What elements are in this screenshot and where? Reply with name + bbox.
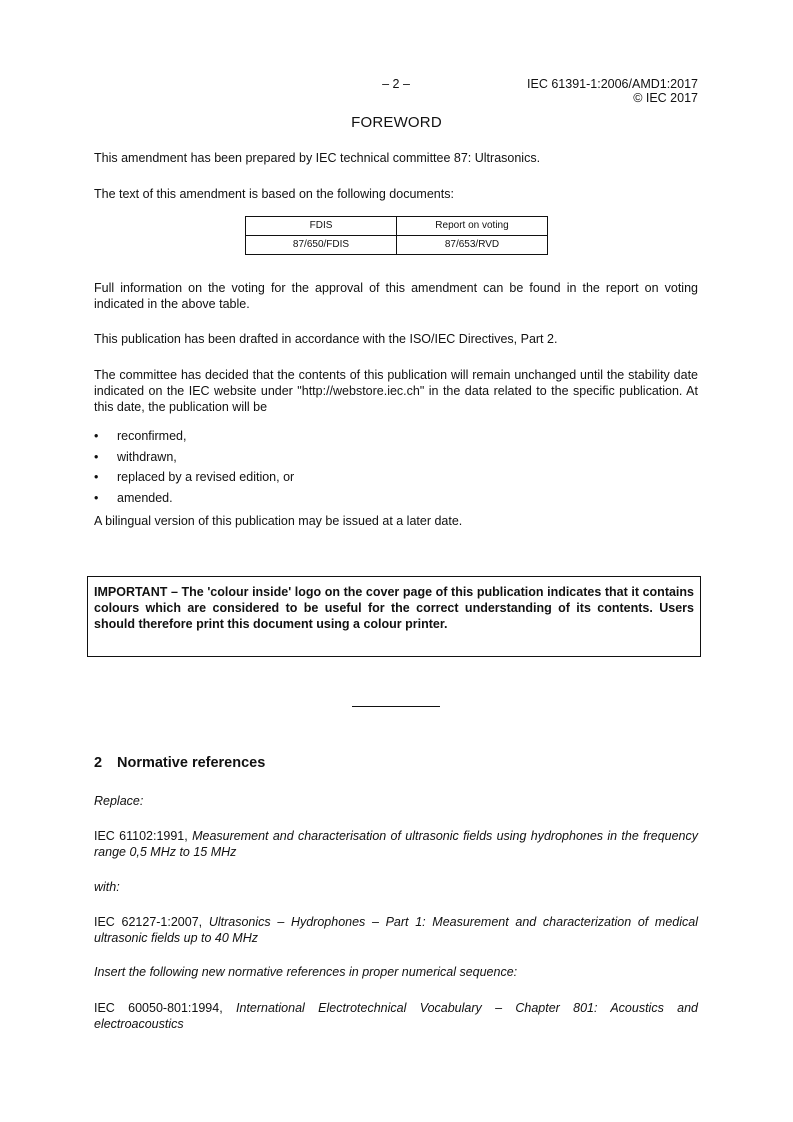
list-item-text: withdrawn, [117, 449, 177, 464]
foreword-paragraph-directives: This publication has been drafted in accordance with the ISO/IEC Directives, Part 2. [94, 332, 558, 346]
list-item [94, 447, 698, 468]
section-number: 2 [94, 755, 103, 771]
reference-entry-inserted [94, 1000, 698, 1032]
replace-instruction: Replace: [94, 794, 144, 808]
bullet-icon: • [94, 429, 99, 443]
reference-title: Ultrasonics – Hydrophones – Part 1: Measurement and characterization of medical ultrasonic fields up to 40 MHz [94, 915, 698, 945]
reference-entry-new [94, 914, 698, 946]
reference-code: IEC 62127-1:2007, [94, 915, 203, 929]
with-instruction: with: [94, 880, 120, 894]
copyright-notice: © IEC 2017 [633, 91, 698, 105]
foreword-paragraph-committee: This amendment has been prepared by IEC technical committee 87: Ultrasonics. [94, 151, 541, 165]
important-notice-box: IMPORTANT – The 'colour inside' logo on the cover page of this publication indicates that it contains colours which are considered to be useful for the correct understanding of its contents. Users should therefore print this document using a colour printer. [87, 576, 701, 657]
table-cell: 87/653/RVD [397, 236, 548, 255]
section-title: Normative references [117, 755, 266, 771]
insert-instruction: Insert the following new normative references in proper numerical sequence: [94, 965, 518, 979]
section-separator-line [352, 706, 440, 707]
section-heading [94, 755, 265, 771]
table-row [246, 236, 548, 255]
reference-title: Measurement and characterisation of ultrasonic fields using hydrophones in the frequency range 0,5 MHz to 15 MHz [94, 829, 698, 859]
bullet-icon: • [94, 449, 99, 464]
foreword-paragraph-documents: The text of this amendment is based on the following documents: [94, 187, 454, 201]
list-item-text: reconfirmed, [117, 429, 187, 443]
bullet-icon: • [94, 490, 99, 505]
list-item [94, 426, 698, 447]
reference-code: IEC 60050-801:1994, [94, 1001, 223, 1015]
page-header [94, 77, 698, 107]
table-header-row [246, 217, 548, 236]
list-item-text: amended. [117, 490, 173, 505]
foreword-title: FOREWORD [351, 114, 442, 131]
table-cell: 87/650/FDIS [246, 236, 397, 255]
reference-title: International Electrotechnical Vocabulary – Chapter 801: Acoustics and electroacoustics [94, 1001, 698, 1031]
voting-documents-table [245, 216, 548, 255]
document-id: IEC 61391-1:2006/AMD1:2017 [527, 77, 698, 91]
publication-outcome-list [94, 426, 698, 508]
foreword-paragraph-stability: The committee has decided that the contents of this publication will remain unchanged until the stability date indicated on the IEC website under "http://webstore.iec.ch" in the data related to the specific publication. At this date, the publication will be [94, 368, 698, 414]
reference-entry-old [94, 828, 698, 860]
bullet-icon: • [94, 470, 99, 484]
foreword-paragraph-voting-info: Full information on the voting for the approval of this amendment can be found in the report on voting indicated in the above table. [94, 281, 698, 311]
table-header-cell: Report on voting [397, 217, 548, 236]
reference-code: IEC 61102:1991, [94, 829, 188, 843]
page-number: – 2 – [382, 77, 410, 91]
table-header-cell: FDIS [246, 217, 397, 236]
foreword-paragraph-bilingual: A bilingual version of this publication may be issued at a later date. [94, 514, 463, 528]
list-item [94, 488, 698, 509]
list-item [94, 467, 698, 488]
list-item-text: replaced by a revised edition, or [117, 470, 295, 484]
